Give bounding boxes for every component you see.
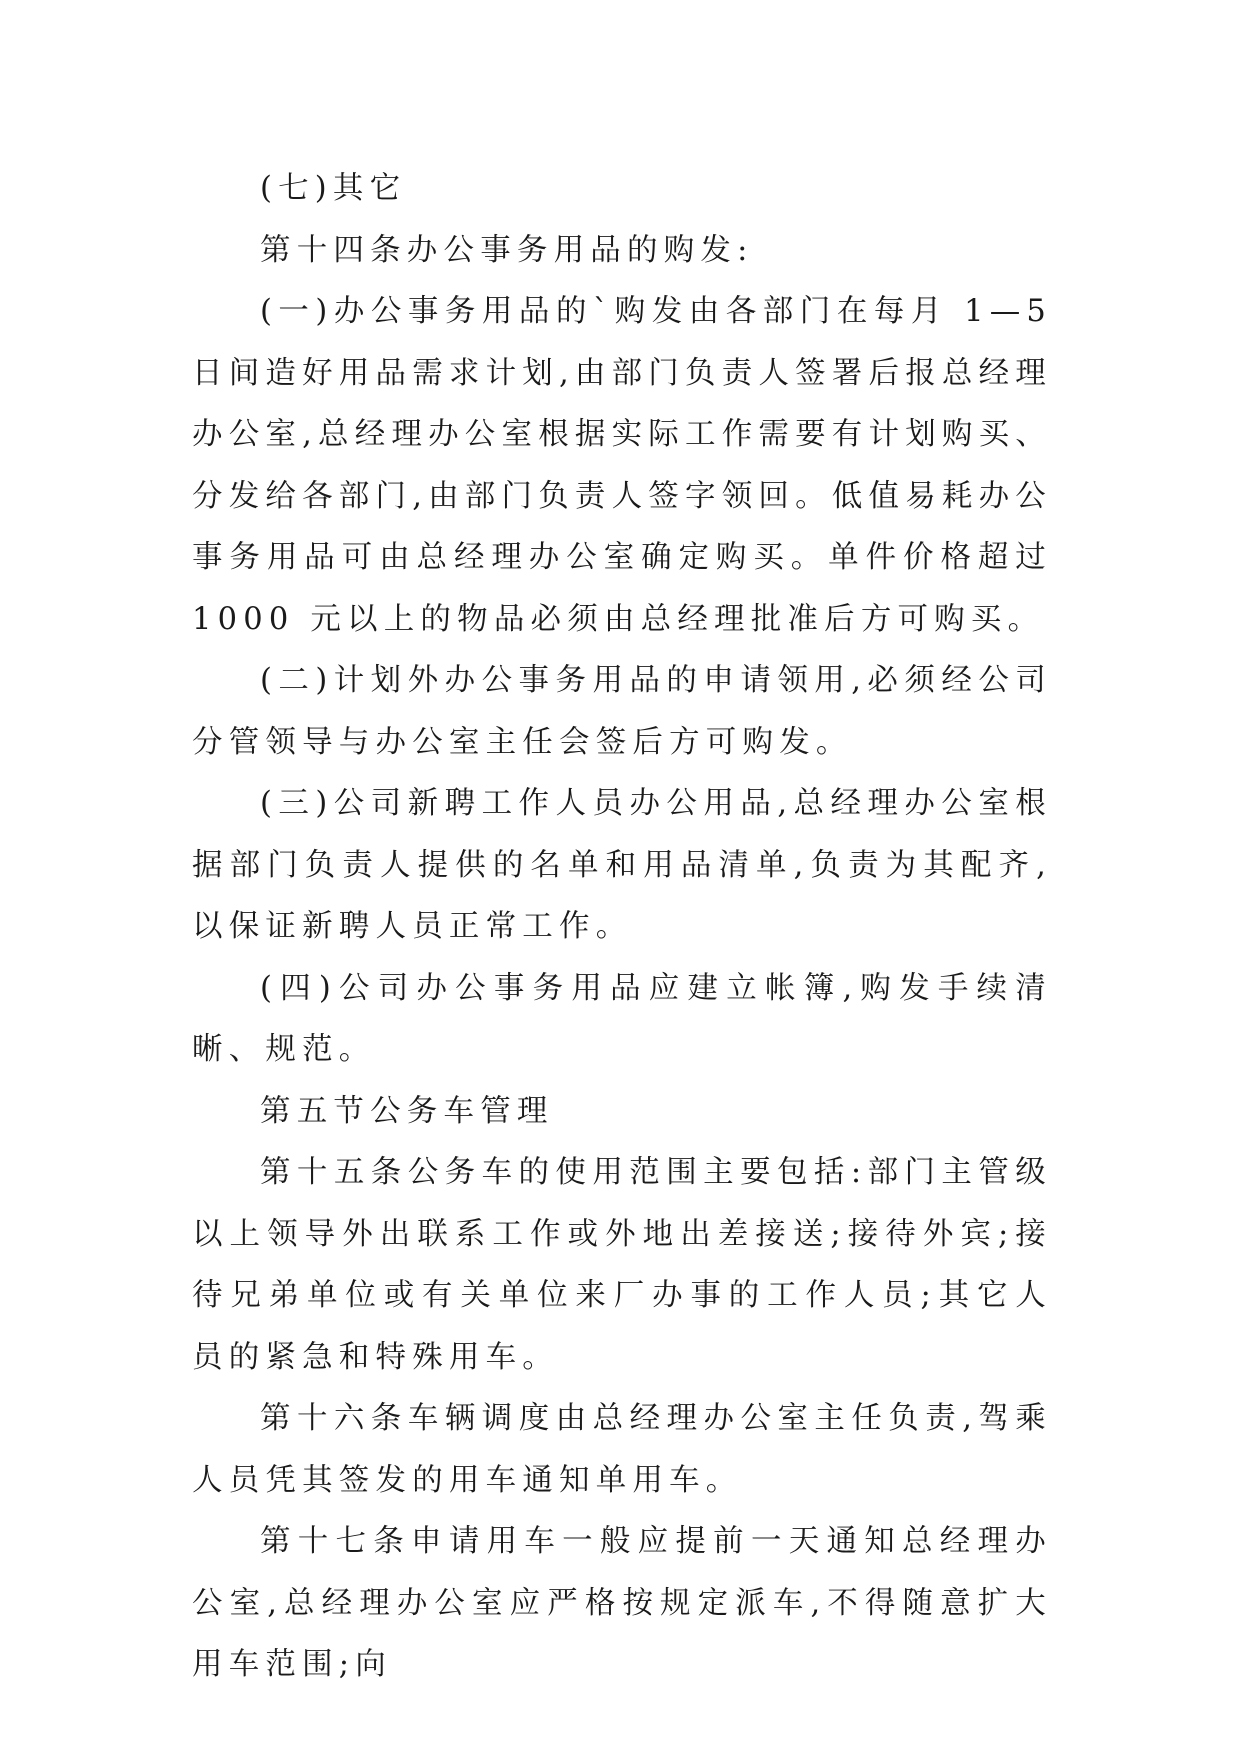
- article-14-heading: 第十四条办公事务用品的购发:: [260, 232, 754, 268]
- article-14-item-4: (四)公司办公事务用品应建立帐簿,购发手续清晰、规范。: [192, 970, 1052, 1067]
- article-14-item-2: (二)计划外办公事务用品的申请领用,必须经公司分管领导与办公室主任会签后方可购发。: [192, 663, 1052, 760]
- article-14-item-3: (三)公司新聘工作人员办公用品,总经理办公室根据部门负责人提供的名单和用品清单,负责为其配齐,以保证新聘人员正常工作。: [192, 786, 1052, 944]
- document-body: [192, 158, 1052, 1696]
- article-16: 第十六条车辆调度由总经理办公室主任负责,驾乘人员凭其签发的用车通知单用车。: [192, 1401, 1052, 1498]
- article-15: 第十五条公务车的使用范围主要包括:部门主管级以上领导外出联系工作或外地出差接送;接待外宾;接待兄弟单位或有关单位来厂办事的工作人员;其它人员的紧急和特殊用车。: [192, 1155, 1052, 1375]
- article-14-item-1: (一)办公事务用品的`购发由各部门在每月 1—5 日间造好用品需求计划,由部门负责人签署后报总经理办公室,总经理办公室根据实际工作需要有计划购买、分发给各部门,由部门负责人签字领回。低值易耗办公事务用品可由总经理办公室确定购买。单件价格超过 1000 元以上的物品必须由总经理批准后方可购买。: [192, 294, 1052, 637]
- section-heading-other: (七)其它: [260, 171, 407, 206]
- section-5-heading: 第五节公务车管理: [260, 1093, 554, 1129]
- article-17: 第十七条申请用车一般应提前一天通知总经理办公室,总经理办公室应严格按规定派车,不得随意扩大用车范围;向: [192, 1524, 1052, 1682]
